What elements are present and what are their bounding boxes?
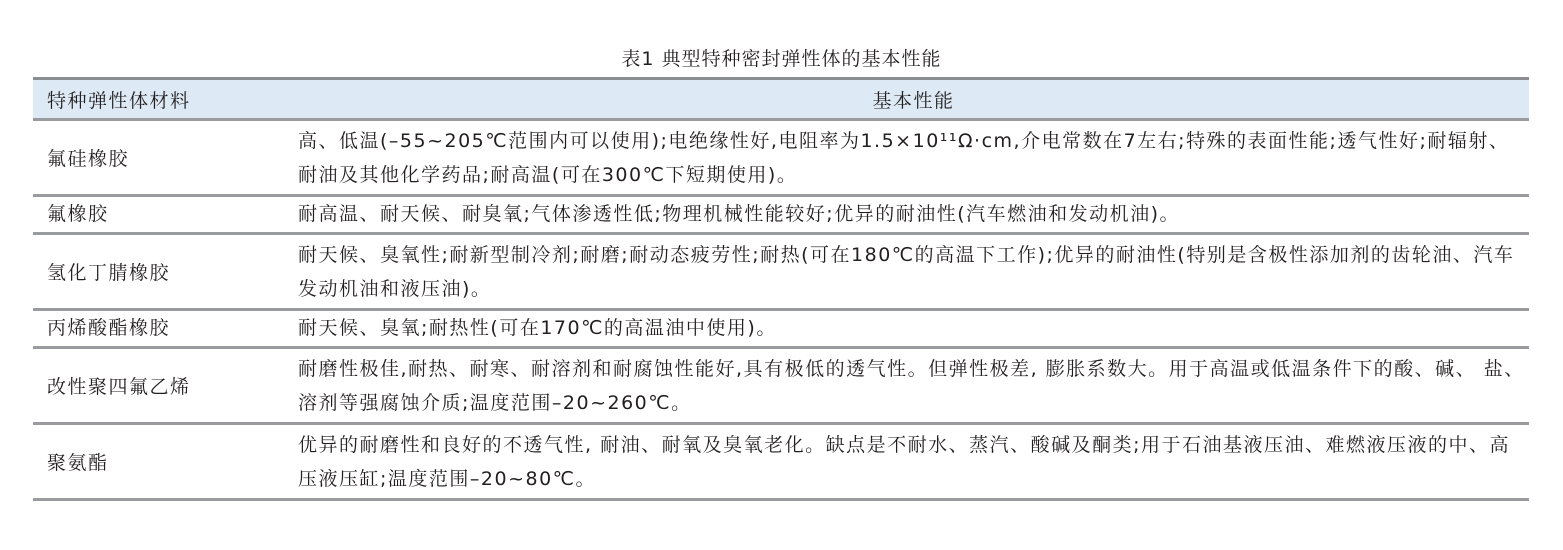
table-row (33, 424, 1529, 500)
properties-cell: 高、低温(–55~205℃范围内可以使用);电绝缘性好,电阻率为1.5×10¹¹Ω·cm,介电常数在7左右;特殊的表面性能;透气性好;耐辐射、耐油及其他化学药品;耐高温(可在300℃下短期使用)。 (298, 129, 1510, 186)
properties-table (33, 77, 1529, 501)
material-cell: 氟硅橡胶 (47, 148, 130, 170)
table-row (33, 310, 1529, 348)
material-cell: 聚氨酯 (47, 452, 109, 474)
table-row (33, 348, 1529, 424)
material-cell: 改性聚四氟乙烯 (47, 376, 191, 398)
table-caption: 表1 典型特种密封弹性体的基本性能 (621, 48, 942, 70)
properties-cell: 优异的耐磨性和良好的不透气性, 耐油、耐氧及臭氧老化。缺点是不耐水、蒸汽、酸碱及酮类;用于石油基液压油、难燃液压液的中、高压液压缸;温度范围–20~80℃。 (298, 433, 1510, 490)
header-material: 特种弹性体材料 (47, 89, 191, 112)
properties-cell: 耐磨性极佳,耐热、耐寒、耐溶剂和耐腐蚀性能好,具有极低的透气性。但弹性极差, 膨胀系数大。用于高温或低温条件下的酸、碱、 盐、溶剂等强腐蚀介质;温度范围–20~260℃。 (298, 357, 1525, 414)
material-cell: 丙烯酸酯橡胶 (47, 317, 171, 339)
material-cell: 氟橡胶 (47, 203, 109, 225)
header-row (33, 79, 1529, 120)
table-row (33, 234, 1529, 310)
table-row (33, 120, 1529, 196)
table-body (33, 120, 1529, 500)
properties-cell: 耐高温、耐天候、耐臭氧;气体渗透性低;物理机械性能较好;优异的耐油性(汽车燃油和发动机油)。 (298, 203, 1181, 225)
material-cell: 氢化丁腈橡胶 (47, 262, 171, 284)
properties-cell: 耐天候、臭氧;耐热性(可在170℃的高温油中使用)。 (298, 317, 777, 339)
properties-cell: 耐天候、臭氧性;耐新型制冷剂;耐磨;耐动态疲劳性;耐热(可在180℃的高温下工作);优异的耐油性(特别是含极性添加剂的齿轮油、汽车发动机油和液压油)。 (298, 243, 1515, 300)
header-properties: 基本性能 (872, 89, 955, 112)
table-row (33, 196, 1529, 234)
table-header (33, 79, 1529, 120)
